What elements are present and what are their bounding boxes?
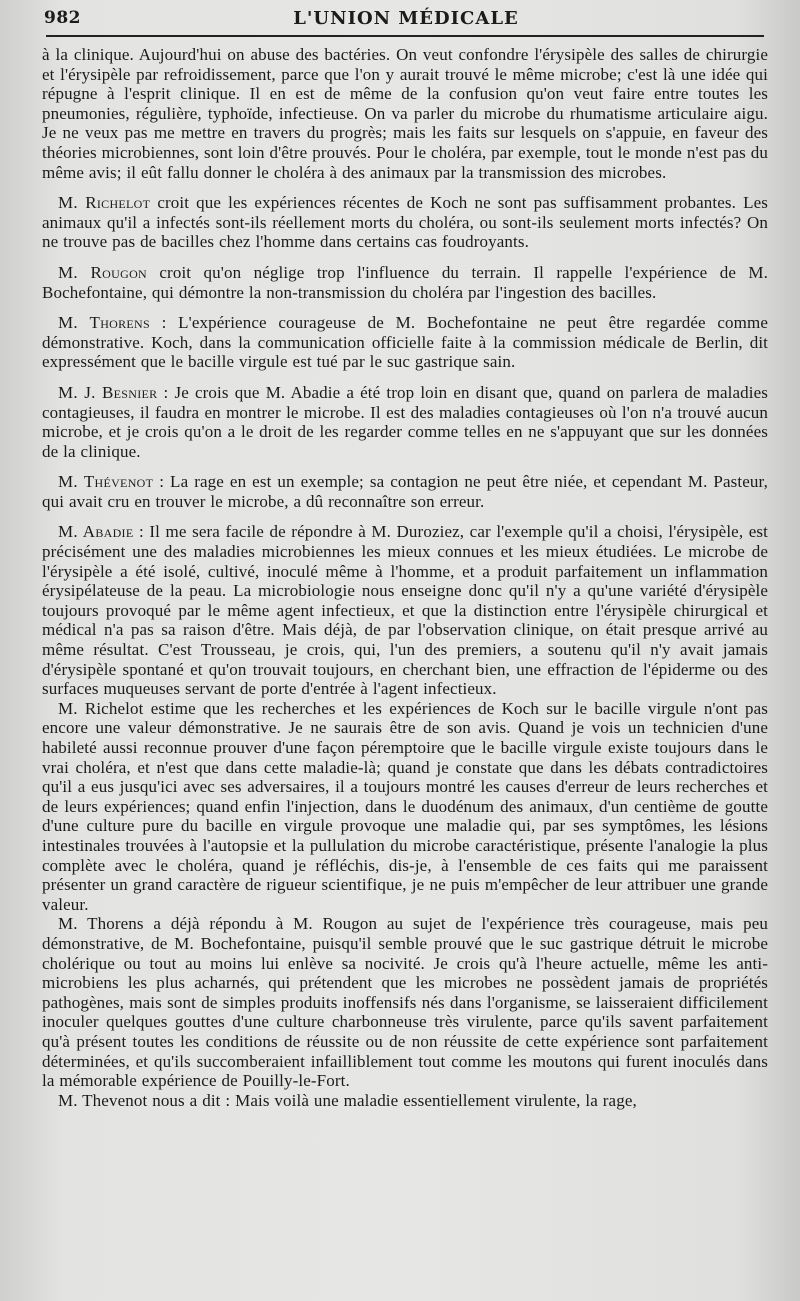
- running-head: L'UNION MÉDICALE: [293, 8, 519, 29]
- paragraph-text: croit qu'on néglige trop l'influence du terrain. Il rappelle l'expérience de M. Bochefontaine, qui démontre la non-transmission du choléra par l'ingestion des bacilles.: [42, 262, 768, 302]
- paragraph-text: : L'expérience courageuse de M. Bochefontaine ne peut être regardée comme démonstrative. Koch, dans la communication officielle faite à la commission médicale de Berlin, dit expressément que le bacille virgule est tué par le suc gastrique sain.: [42, 313, 768, 372]
- paragraph-abadie: [42, 522, 768, 698]
- paragraph-text: : Je crois que M. Abadie a été trop loin en disant que, quand on parlera de maladies contagieuses, il faudra en montrer le microbe. Il est des maladies contagieuses où l'on n'a trouvé aucun microbe, et je crois qu'on a le droit de les regarder comme telles en ne s'appuyant que sur les données de la clinique.: [42, 382, 768, 461]
- paragraph-text: croit que les expériences récentes de Koch ne sont pas suffisamment probantes. Les animaux qu'il a infectés sont-ils réellement morts du choléra, ou sont-ils seulement morts infectés? On ne trouve pas de bacilles chez l'homme dans certains cas foudroyants.: [42, 193, 769, 252]
- speaker-name: M. Richelot: [58, 193, 151, 213]
- header-rule: [46, 35, 764, 37]
- paragraph-thorens: [42, 313, 768, 372]
- paragraph-text: : Il me sera facile de répondre à M. Duroziez, car l'exemple qu'il a choisi, l'érysipèle, est précisément une des maladies microbiennes les mieux connues et les mieux étudiées. Le microbe de l'érysipèle a été isolé, cultivé, inoculé même à l'homme, et a produit parfaitement un inflammation érysipélateuse de la peau. La microbiologie nous enseigne donc qu'il n'y a qu'une variété d'érysipèle toujours provoqué par le même agent infectieux, et que la distinction entre l'érysipèle chirurgical et médical n'a pas sa raison d'être. Mais déjà, de par l'observation clinique, on était presque arrivé au même résultat. C'est Trousseau, je crois, qui, l'un des premiers, a soutenu qu'il n'y avait jamais d'érysipèle spontané et qu'on trouvait toujours, en cherchant bien, une effraction de l'épiderme ou des surfaces muqueuses servant de porte d'entrée à l'agent infectieux.: [42, 522, 768, 699]
- speaker-name: M. J. Besnier: [58, 382, 158, 402]
- paragraph-text: M. Thevenot nous a dit : Mais voilà une maladie essentiellement virulente, la rage,: [58, 1090, 637, 1110]
- paragraph-rougon: [42, 263, 768, 302]
- paragraph-continuation: [42, 45, 768, 182]
- speaker-name: M. Thévenot: [58, 472, 154, 492]
- paragraph-besnier: [42, 383, 768, 461]
- paragraph-abadie-rage: [42, 1091, 768, 1111]
- paragraph-thevenot: [42, 472, 768, 511]
- page-header: [42, 5, 770, 29]
- paragraph-text: M. Richelot estime que les recherches et les expériences de Koch sur le bacille virgule n'ont pas encore une valeur démonstrative. Je ne saurais être de son avis. Quand je vois un technicien d'une habileté aussi reconnue prouver d'une façon péremptoire que le bacille virgule existe toujours dans le vrai choléra, et n'est que dans cette maladie-là; quand je constate que dans les débats contradictoires qu'il a eus jusqu'ici avec ses adversaires, il a toujours montré les causes d'erreur de leurs recherches et de leurs expériences; quand enfin l'injection, dans le duodénum des animaux, d'un centième de goutte d'une culture pure du bacille en virgule provoque une maladie qui, par ses symptômes, les lésions intestinales trouvées à l'autopsie et la pullulation du microbe caractéristique, présente l'analogie la plus complète avec le choléra, quand je réfléchis, dis-je, à l'ensemble de ces faits qui me paraissent présenter un grand caractère de rigueur scientifique, je ne puis m'empêcher de leur attribuer une grande valeur.: [42, 698, 768, 914]
- paragraph-abadie-koch: [42, 699, 768, 915]
- paragraph-text: à la clinique. Aujourd'hui on abuse des bactéries. On veut confondre l'érysipèle des salles de chirurgie et l'érysipèle par refroidissement, parce que l'on y aurait trouvé le même microbe; c'est là une idée qui répugne à l'esprit clinique. Il en est de même de la confusion qu'on veut faire entre toutes les pneumonies, régulière, typhoïde, infectieuse. On va parler du microbe du rhumatisme articulaire aigu. Je ne veux pas me mettre en travers du progrès; mais les faits sur lesquels on s'appuie, en faveur des théories microbiennes, sont loin d'être prouvés. Pour le choléra, par exemple, tout le monde n'est pas du même avis; il eût fallu donner le choléra à des animaux par la transmission des microbes.: [42, 45, 768, 182]
- speaker-name: M. Abadie: [58, 522, 134, 542]
- article-body: [42, 45, 770, 1110]
- paragraph-text: M. Thorens a déjà répondu à M. Rougon au sujet de l'expérience très courageuse, mais peu démonstrative, de M. Bochefontaine, puisqu'il semble prouvé que le suc gastrique détruit le microbe cholérique ou tout au moins lui enlève sa nocivité. Je crois qu'à l'heure actuelle, même les anti-microbiens les plus acharnés, qui prétendent que les microbes ne possèdent jamais de propriétés pathogènes, mais sont de simples produits inoffensifs nés dans l'organisme, se laisseraient difficilement inoculer quelques gouttes d'une culture charbonneuse très virulente, parce qu'ils savent parfaitement qu'à présent toutes les conditions de réussite ou de non réussite de cette expérience sont parfaitement déterminées, et qu'ils succomberaient infailliblement tout comme les moutons qui furent inoculés dans la mémorable expérience de Pouilly-le-Fort.: [42, 914, 768, 1091]
- paragraph-abadie-bochefontaine: [42, 914, 768, 1090]
- speaker-name: M. Rougon: [58, 262, 147, 282]
- paragraph-richelot: [42, 193, 768, 252]
- speaker-name: M. Thorens: [58, 313, 150, 333]
- paragraph-text: : La rage en est un exemple; sa contagion ne peut être niée, et cependant M. Pasteur, qui avait cru en trouver le microbe, a dû reconnaître son erreur.: [42, 472, 768, 511]
- page-number: 982: [44, 8, 81, 28]
